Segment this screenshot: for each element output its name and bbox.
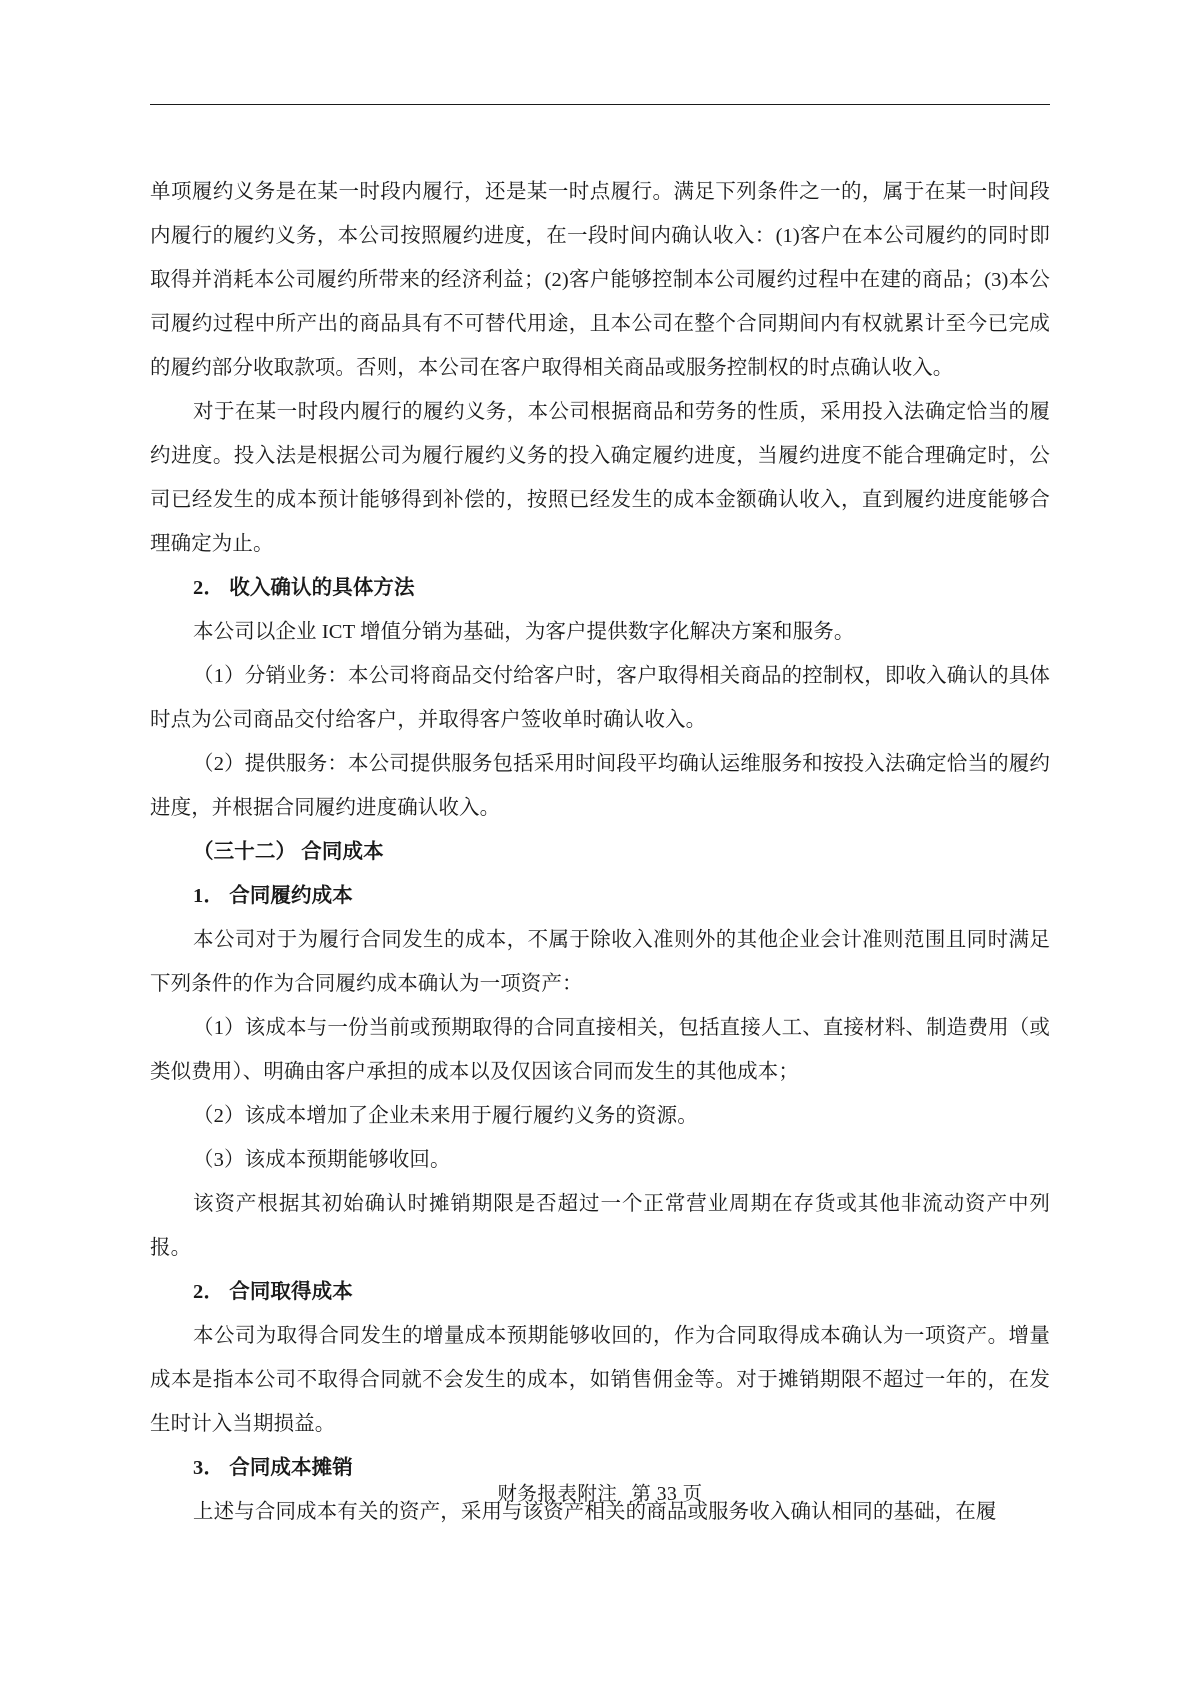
paragraph-3: 本公司以企业 ICT 增值分销为基础，为客户提供数字化解决方案和服务。 xyxy=(193,621,855,643)
heading-contract-performance-cost: 1． 合同履约成本 xyxy=(193,885,353,907)
paragraph-8: （2）该成本增加了企业未来用于履行履约义务的资源。 xyxy=(193,1105,698,1127)
document-body xyxy=(150,170,1050,1534)
header-divider xyxy=(150,104,1050,105)
heading-revenue-recognition-methods: 2． 收入确认的具体方法 xyxy=(193,577,415,599)
footer-page-suffix: 页 xyxy=(682,1484,703,1505)
heading-contract-acquisition-cost: 2． 合同取得成本 xyxy=(193,1281,353,1303)
paragraph-4: （1）分销业务：本公司将商品交付给客户时，客户取得相关商品的控制权，即收入确认的具体时点为公司商品交付给客户，并取得客户签收单时确认收入。 xyxy=(150,665,1050,731)
paragraph-1: 单项履约义务是在某一时段内履行，还是某一时点履行。满足下列条件之一的，属于在某一时间段内履行的履约义务，本公司按照履约进度，在一段时间内确认收入：(1)客户在本公司履约的同时即取得并消耗本公司履约所带来的经济利益；(2)客户能够控制本公司履约过程中在建的商品；(3)本公司履约过程中所产出的商品具有不可替代用途，且本公司在整个合同期间内有权就累计至今已完成的履约部分收取款项。否则，本公司在客户取得相关商品或服务控制权的时点确认收入。 xyxy=(150,181,1050,379)
footer-page-number: 33 xyxy=(656,1484,678,1505)
heading-contract-cost: （三十二） 合同成本 xyxy=(193,841,384,863)
footer-page-prefix: 第 xyxy=(631,1484,652,1505)
paragraph-2: 对于在某一时段内履行的履约义务，本公司根据商品和劳务的性质，采用投入法确定恰当的履约进度。投入法是根据公司为履行履约义务的投入确定履约进度，当履约进度不能合理确定时，公司已经发生的成本预计能够得到补偿的，按照已经发生的成本金额确认收入，直到履约进度能够合理确定为止。 xyxy=(150,401,1050,555)
paragraph-7: （1）该成本与一份当前或预期取得的合同直接相关，包括直接人工、直接材料、制造费用（或类似费用）、明确由客户承担的成本以及仅因该合同而发生的其他成本； xyxy=(150,1017,1050,1083)
paragraph-11: 本公司为取得合同发生的增量成本预期能够收回的，作为合同取得成本确认为一项资产。增量成本是指本公司不取得合同就不会发生的成本，如销售佣金等。对于摊销期限不超过一年的，在发生时计入当期损益。 xyxy=(150,1325,1050,1435)
footer-label: 财务报表附注 xyxy=(497,1484,618,1505)
paragraph-6: 本公司对于为履行合同发生的成本，不属于除收入准则外的其他企业会计准则范围且同时满足下列条件的作为合同履约成本确认为一项资产： xyxy=(150,929,1050,995)
page-footer xyxy=(0,1478,1200,1506)
paragraph-12: 上述与合同成本有关的资产，采用与该资产相关的商品或服务收入确认相同的基础，在履 xyxy=(193,1501,997,1523)
paragraph-9: （3）该成本预期能够收回。 xyxy=(193,1149,451,1171)
heading-contract-cost-amortization: 3． 合同成本摊销 xyxy=(193,1457,353,1479)
paragraph-10: 该资产根据其初始确认时摊销期限是否超过一个正常营业周期在存货或其他非流动资产中列报。 xyxy=(150,1193,1050,1259)
paragraph-5: （2）提供服务：本公司提供服务包括采用时间段平均确认运维服务和按投入法确定恰当的履约进度，并根据合同履约进度确认收入。 xyxy=(150,753,1050,819)
